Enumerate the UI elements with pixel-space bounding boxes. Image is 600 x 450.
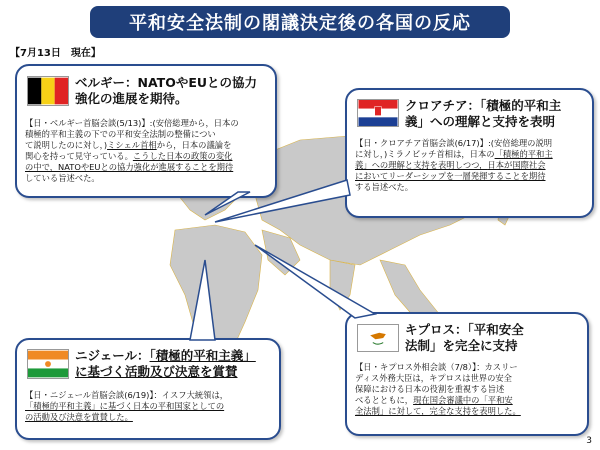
cyprus-heading: キプロス：「平和安全 法制」を完全に支持 [405,322,524,353]
croatia-body: 【日・クロアチア首脳会談(6/17)】:(安倍総理の説明 に対し，)ミラノビッチ首相は，日本の「積極的平和主 義」への理解と支持を表明しつつ，日本が国際社会 においてリーダーシップを一層発揮することを期待 する旨述べた。 [355,138,553,192]
belgium-heading: ベルギー：NATOやEUとの協力 強化の進展を期待。 [75,75,258,106]
niger-body: 【日・ニジェール首脳会談(6/19)】：イスフ大統領は， 「積極的平和主義」に基づく日本の平和国家としての の活動及び決意を賞賛した。 [25,390,229,422]
page-number: 3 [586,436,592,446]
cyprus-pointer [255,245,375,318]
croatia-heading: クロアチア：「積極的平和主 義」への理解と支持を表明 [405,98,562,129]
cyprus-body: 【日・キプロス外相会談（7/8）】：カスリー ディス外務大臣は，キプロスは世界の安全 保障における日本の役割を重視する旨述 べるとともに，現在国会審議中の「平和安 全法制」に対して，完全な支持を表明した。 [355,362,521,416]
belgium-body: 【日・ベルギー首脳会談(5/13)】:(安倍総理から，日本の 積極的平和主義の下での平和安全法制の整備につい て説明したのに対し，)ミシェル首相から，日本の議論を 関心を持って見守っている。こうした日本の政策の変化 の中で，NATOやEUとの協力強化が進展することを期待 している旨述べた。 [25,118,239,183]
niger-pointer [190,260,215,340]
croatia-pointer [215,180,350,222]
page-title: 平和安全法制の閣議決定後の各国の反応 [90,6,510,38]
niger-heading: ニジェール：「積極的平和主義」 に基づく活動及び決意を賞賛 [75,348,256,379]
date-label: 【7月13日 現在】 [10,48,101,59]
belgium-pointer [205,192,250,215]
